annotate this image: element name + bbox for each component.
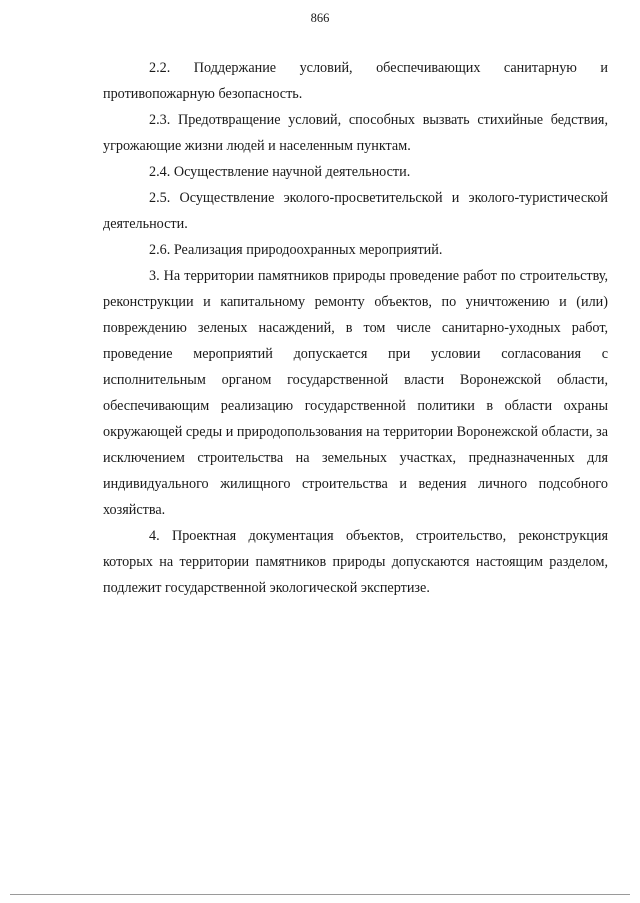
paragraph-4: 4. Проектная документация объектов, строительство, реконструкция которых на территории памятников природы допускаются настоящим разделом, подлежит государственной экологической экспертизе. xyxy=(103,528,608,596)
paragraph-2-2: 2.2. Поддержание условий, обеспечивающих санитарную и противопожарную безопасность. xyxy=(103,60,608,102)
paragraph-2-4: 2.4. Осуществление научной деятельности. xyxy=(149,164,411,180)
paragraph-2-6: 2.6. Реализация природоохранных мероприятий. xyxy=(149,242,443,258)
paragraph-2-5: 2.5. Осуществление эколого-просветительской и эколого-туристической деятельности. xyxy=(103,190,608,232)
document-body xyxy=(103,55,608,601)
page-number: 866 xyxy=(310,11,330,25)
bottom-divider xyxy=(10,894,630,895)
paragraph-2-3: 2.3. Предотвращение условий, способных вызвать стихийные бедствия, угрожающие жизни людей и населенным пунктам. xyxy=(103,112,608,154)
paragraph-3: 3. На территории памятников природы проведение работ по строительству, реконструкции и капитальному ремонту объектов, по уничтожению и (или) повреждению зеленых насаждений, в том числе санитарно-уходных работ, проведение мероприятий допускается при условии согласования с исполнительным органом государственной власти Воронежской области, обеспечивающим реализацию государственной политики в области охраны окружающей среды и природопользования на территории Воронежской области, за исключением строительства на земельных участках, предназначенных для индивидуального жилищного строительства и ведения личного подсобного хозяйства. xyxy=(103,268,608,518)
